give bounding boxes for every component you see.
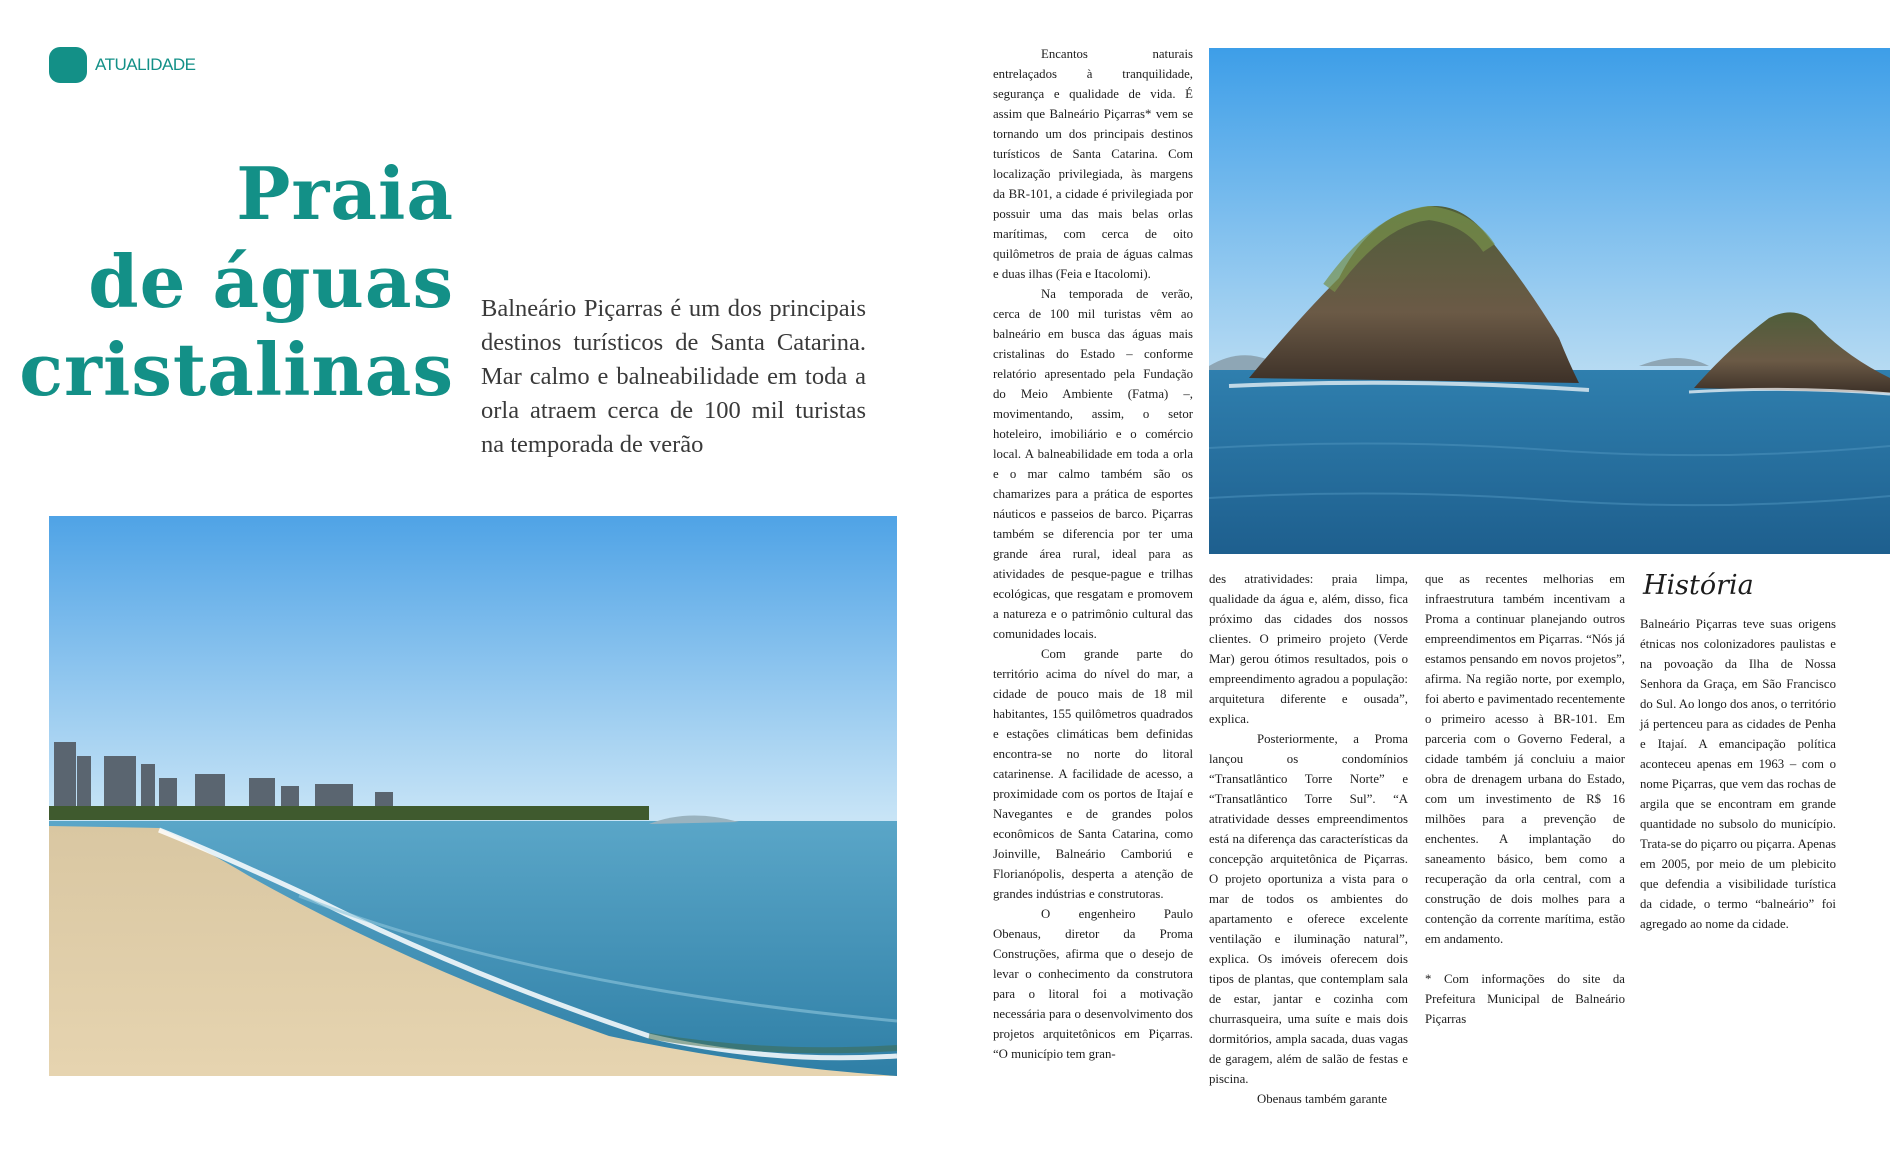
article-column-2 bbox=[1209, 569, 1408, 1109]
article-column-3 bbox=[1425, 569, 1625, 1029]
section-label: ATUALIDADE bbox=[95, 55, 196, 74]
paragraph: que as recentes melhorias em infraestrutura também incentivam a Proma a continuar planejando outros empreendimentos em Piçarras. “Nós já estamos pensando em novos projetos”, afirma. Na região norte, por exemplo, foi aberto e pavimentado recentemente o primeiro acesso à BR-101. Em parceria com o Governo Federal, a cidade também já concluiu a maior obra de drenagem urbana do Estado, com um investimento de R$ 16 milhões para a prevenção de enchentes. A implantação do saneamento básico, bem como a recuperação da orla central, com a construção de dois molhes para a contenção da corrente marítima, estão em andamento. bbox=[1425, 572, 1625, 946]
footnote: * Com informações do site da Prefeitura Municipal de Balneário Piçarras bbox=[1425, 972, 1625, 1026]
article-title bbox=[0, 150, 454, 414]
paragraph: des atratividades: praia limpa, qualidade da água e, além, disso, fica próximo das cidades dos nossos clientes. O primeiro projeto (Verde Mar) gerou ótimos resultados, pois o empreendimento agradou a população: arquitetura diferente e ousada”, explica. bbox=[1209, 572, 1408, 726]
paragraph: Na temporada de verão, cerca de 100 mil turistas vêm ao balneário em busca das águas mais cristalinas do Estado – conforme relatório apresentado pela Fundação do Meio Ambiente (Fatma) –, movimentando, assim, o setor hoteleiro, imobiliário e o comércio local. A balneabilidade em toda a orla e o mar calmo também são os chamarizes para a prática de esportes náuticos e passeios de barco. Piçarras também se diferencia por ter uma grande área rural, ideal para as atividades de pesque-pague e trilhas ecológicas, que resgatam e promovem a natureza e o patrimônio cultural das comunidades locais. bbox=[993, 287, 1193, 641]
paragraph: O engenheiro Paulo Obenaus, diretor da Proma Construções, afirma que o desejo de levar o conhecimento da construtora para o litoral foi a motivação necessária para o desenvolvimento dos projetos arquitetônicos em Piçarras. “O município tem gran- bbox=[993, 907, 1193, 1061]
section-tag bbox=[49, 47, 196, 83]
title-line-2: de águas bbox=[88, 239, 454, 324]
paragraph: Encantos naturais entrelaçados à tranquilidade, segurança e qualidade de vida. É assim que Balneário Piçarras* vem se tornando um dos principais destinos turísticos de Santa Catarina. Com localização privilegiada, às margens da BR-101, a cidade é privilegiada por possuir uma das mais belas orlas marítimas, com cerca de oito quilômetros de praia de águas calmas e duas ilhas (Feia e Itacolomi). bbox=[993, 47, 1193, 281]
title-line-1: Praia bbox=[236, 151, 454, 236]
paragraph: Com grande parte do território acima do nível do mar, a cidade de pouco mais de 18 mil habitantes, 155 quilômetros quadrados e estações climáticas bem definidas encontra-se no norte do litoral catarinense. A facilidade de acesso, a proximidade com os portos de Itajaí e Navegantes e de grandes polos econômicos de Santa Catarina, como Joinville, Balneário Camboriú e Florianópolis, desperta a atenção de grandes indústrias e construtoras. bbox=[993, 647, 1193, 901]
section-badge bbox=[49, 47, 87, 83]
article-deck: Balneário Piçarras é um dos principais destinos turísticos de Santa Catarina. Mar calmo e balneabilidade em toda a orla atraem cerca de 100 mil turistas na temporada de verão bbox=[481, 295, 866, 458]
article-column-1 bbox=[993, 44, 1193, 1064]
beach-photo bbox=[49, 516, 897, 1076]
islands-photo bbox=[1209, 48, 1890, 554]
paragraph: Posteriormente, a Proma lançou os condomínios “Transatlântico Torre Norte” e “Transatlântico Torre Sul”. “A atratividade desses empreendimentos está na diferença das características da concepção arquitetônica de Piçarras. O projeto oportuniza a vista para o mar de todos os ambientes do apartamento e oferece excelente ventilação e iluminação natural”, explica. Os imóveis oferecem dois tipos de plantas, que contemplam sala de estar, jantar e cozinha com churrasqueira, uma suíte e mais dois dormitórios, ampla sacada, duas vagas de garagem, além de salão de festas e piscina. bbox=[1209, 732, 1408, 1086]
historia-column bbox=[1640, 614, 1836, 934]
historia-heading: História bbox=[1643, 570, 1754, 601]
historia-text: Balneário Piçarras teve suas origens étnicas nos colonizadores paulistas e na povoação da Ilha de Nossa Senhora da Graça, em São Francisco do Sul. Ao longo dos anos, o território já pertenceu para as cidades de Penha e Itajaí. A emancipação política aconteceu apenas em 1963 – com o nome Piçarras, que vem das rochas de argila que se encontram em grande quantidade no subsolo do município. Trata-se do piçarro ou piçarra. Apenas em 2005, por meio de um plebicito que defendia a visibilidade turística da cidade, o termo “balneário” foi agregado ao nome da cidade. bbox=[1640, 617, 1836, 931]
paragraph: Obenaus também garante bbox=[1257, 1092, 1388, 1106]
title-line-3: cristalinas bbox=[19, 327, 454, 412]
